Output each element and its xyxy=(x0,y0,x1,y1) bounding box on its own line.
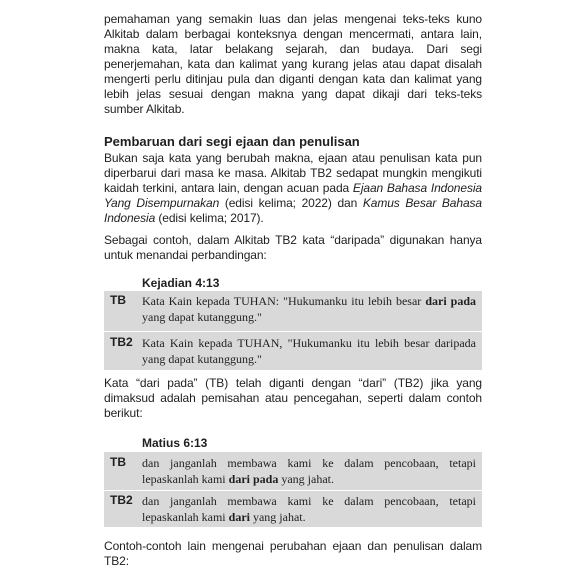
paragraph-2: Sebagai contoh, dalam Alkitab TB2 kata “daripada” digunakan hanya untuk menandai perbandingan: xyxy=(104,233,482,262)
intro-paragraph: pemahaman yang semakin luas dan jelas mengenai teks-teks kuno Alkitab dalam berbagai konteksnya dengan mencermati, antara lain, makna kata, latar belakang sejarah, dan budaya. Dari segi penerjemahan, kata dan kalimat yang kurang jelas atau dapat disalah mengerti perlu ditinjau pula dan diganti dengan kata dan kalimat yang lebih jelas sesuai dengan makna yang dapat dikaji dari teks-teks sumber Alkitab. xyxy=(104,12,482,116)
example1-row-tb2 xyxy=(104,332,482,370)
example2-row-tb xyxy=(104,452,482,490)
example2-row-tb-verse: dan janganlah membawa kami ke dalam pencobaan, tetapi lepaskanlah kami dari pada yang jahat. xyxy=(142,456,476,486)
example2-reference: Matius 6:13 xyxy=(142,436,208,450)
example1-row-tb2-verse: Kata Kain kepada TUHAN, "Hukumanku itu lebih besar daripada yang dapat kutanggung." xyxy=(142,336,476,366)
highlight-dari-pada: dari pada xyxy=(228,472,279,486)
example1-row-tb-tag: TB xyxy=(110,293,126,307)
paragraph-4: Contoh-contoh lain mengenai perubahan ejaan dan penulisan dalam TB2: xyxy=(104,539,482,568)
para1-italic-kbbi: Kamus Besar Bahasa Indonesia xyxy=(104,196,482,225)
paragraph-3: Kata “dari pada” (TB) telah diganti dengan “dari” (TB2) jika yang dimaksud adalah pemisahan atau pencegahan, seperti dalam contoh berikut: xyxy=(104,376,482,420)
example2-row-tb-tag: TB xyxy=(110,455,126,469)
para1-text-a: Bukan saja kata yang berubah makna, ejaan atau penulisan kata pun diperbarui dari masa ke masa. Alkitab TB2 sedapat mungkin mengikuti kaidah terkini, antara lain, dengan acuan pada xyxy=(104,151,482,195)
para1-text-c: (edisi kelima; 2017). xyxy=(155,211,264,225)
section-heading: Pembaruan dari segi ejaan dan penulisan xyxy=(104,134,360,149)
example1-reference: Kejadian 4:13 xyxy=(142,276,220,290)
para1-italic-ejaan: Ejaan Bahasa Indonesia Yang Disempurnakan xyxy=(104,181,482,210)
example1-row-tb xyxy=(104,291,482,331)
example2-row-tb2 xyxy=(104,491,482,527)
paragraph-1 xyxy=(104,151,482,226)
example2-row-tb2-verse: dan janganlah membawa kami ke dalam pencobaan, tetapi lepaskanlah kami dari yang jahat. xyxy=(142,494,476,524)
highlight-dari: dari xyxy=(228,510,250,524)
example1-row-tb-verse: Kata Kain kepada TUHAN: "Hukumanku itu lebih besar dari pada yang dapat kutanggung." xyxy=(142,294,476,324)
example2-row-tb2-tag: TB2 xyxy=(110,493,133,507)
para1-text-b: (edisi kelima; 2022) dan xyxy=(219,196,363,210)
highlight-dari-pada: dari pada xyxy=(425,294,476,308)
example1-row-tb2-tag: TB2 xyxy=(110,335,133,349)
